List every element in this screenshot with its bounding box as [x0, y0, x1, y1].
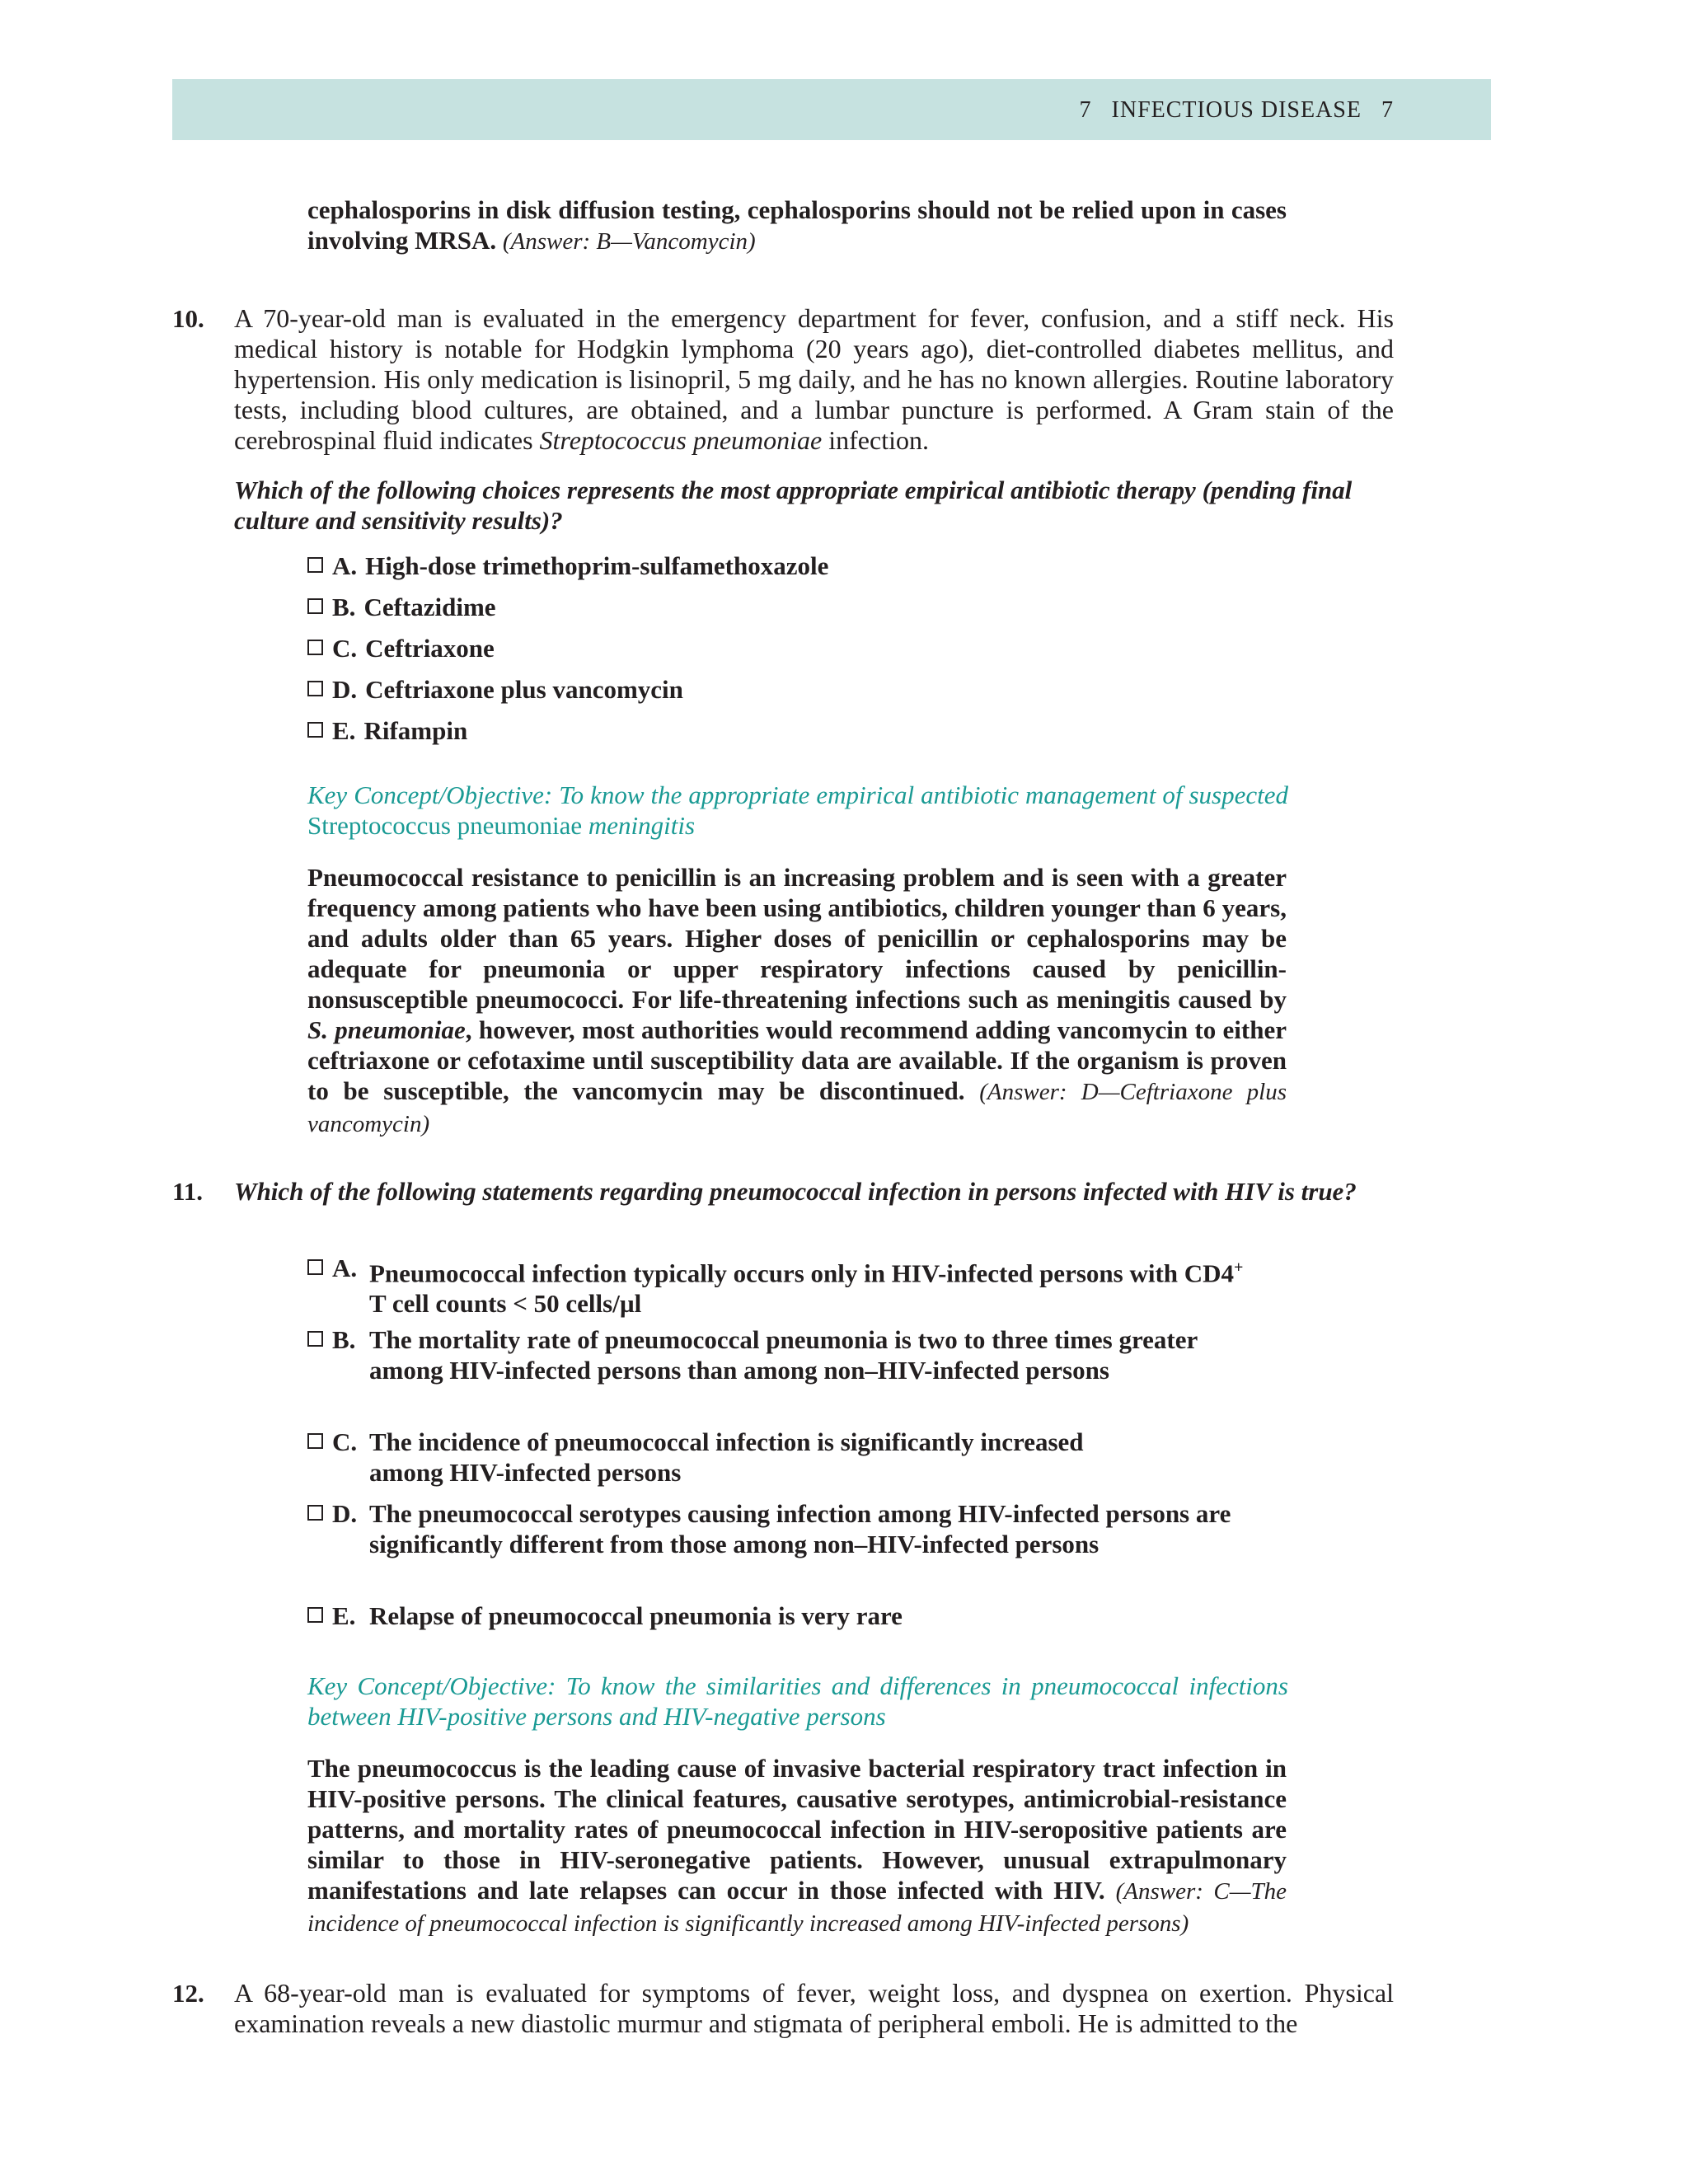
page-number: 7 — [1381, 97, 1394, 123]
option-letter: D. — [332, 1499, 358, 1528]
q10-option-e[interactable] — [307, 715, 1255, 746]
checkbox-icon[interactable] — [307, 1433, 323, 1449]
option-letter: D. — [332, 675, 358, 704]
q10-option-c[interactable] — [307, 633, 1255, 663]
q11-explanation-text: The pneumococcus is the leading cause of invasive bacterial respiratory tract infection in HIV-positive persons. The clinical features, causative serotypes, antimicrobial-resistance patterns, and mortality rates of pneumococcal infection in HIV-seropositive patients are similar to those in HIV-seronegative patients. However, unusual extrapulmonary manifestations and late relapses can occur in those infected with HIV. — [307, 1754, 1287, 1905]
option-letter: B. — [332, 1325, 356, 1354]
q10-number: 10. — [172, 304, 204, 333]
chapter-title: INFECTIOUS DISEASE — [1111, 97, 1362, 123]
option-letter: C. — [332, 1427, 358, 1456]
option-letter: A. — [332, 551, 358, 580]
checkbox-icon[interactable] — [307, 640, 323, 655]
q11-option-e[interactable] — [307, 1601, 1255, 1631]
option-letter: E. — [332, 716, 356, 745]
option-text: High-dose trimethoprim-sulfamethoxazole — [365, 551, 829, 580]
checkbox-icon[interactable] — [307, 557, 323, 573]
q12-stem: A 68-year-old man is evaluated for symptoms of fever, weight loss, and dyspnea on exertion. Physical examination reveals a new diastolic murmur and stigmata of peripheral emboli. He is admitted to the — [234, 1978, 1394, 2038]
option-text: Relapse of pneumococcal pneumonia is very rare — [369, 1601, 903, 1630]
q11-number: 11. — [172, 1177, 204, 1206]
q10-concept-organism: Streptococcus pneumoniae — [307, 811, 583, 840]
q12-number: 12. — [172, 1979, 204, 2008]
option-text: The incidence of pneumococcal infection is significantly increased among HIV-infected persons — [369, 1427, 1084, 1487]
q11-explanation — [307, 1753, 1287, 1939]
running-header-text — [1080, 97, 1394, 124]
checkbox-icon[interactable] — [307, 722, 323, 738]
checkbox-icon[interactable] — [307, 1259, 323, 1275]
q10-option-b[interactable] — [307, 592, 1255, 622]
q11-key-concept: Key Concept/Objective: To know the similarities and differences in pneumococcal infections between HIV-positive persons and HIV-negative persons — [307, 1671, 1288, 1731]
q10-concept-text: Key Concept/Objective: To know the appropriate empirical antibiotic management of suspected — [307, 780, 1288, 809]
q11-option-b[interactable] — [307, 1324, 1255, 1385]
q10-option-d[interactable] — [307, 674, 1255, 705]
q10-stem-organism: Streptococcus pneumoniae — [539, 425, 823, 455]
checkbox-icon[interactable] — [307, 598, 323, 614]
option-letter: B. — [332, 593, 356, 621]
q10-stem-text-end: infection. — [822, 425, 929, 455]
q10-key-concept — [307, 780, 1288, 841]
q11-option-d[interactable] — [307, 1498, 1255, 1559]
option-text: Ceftriaxone — [365, 634, 495, 663]
q10-answer: (Answer: D—Ceftriaxone plus vancomycin) — [307, 1079, 1287, 1137]
q9-explanation-text: cephalosporins in disk diffusion testing, cephalosporins should not be relied upon in cases involving MRSA. — [307, 195, 1287, 255]
q11-option-a[interactable] — [307, 1253, 1255, 1319]
q10-question: Which of the following choices represents the most appropriate empirical antibiotic therapy (pending final culture and sensitivity results)? — [234, 476, 1353, 535]
option-letter: E. — [332, 1601, 356, 1630]
q10-stem — [234, 303, 1394, 456]
checkbox-icon[interactable] — [307, 1505, 323, 1521]
q9-explanation-continued — [307, 194, 1287, 257]
option-text: Ceftriaxone plus vancomycin — [365, 675, 683, 704]
option-letter: C. — [332, 634, 358, 663]
option-text-part: Pneumococcal infection typically occurs only in HIV-infected persons with CD4 — [369, 1258, 1235, 1288]
q10-option-a[interactable] — [307, 551, 1255, 581]
option-text: Rifampin — [363, 716, 468, 745]
q10-concept-text-end: meningitis — [582, 811, 696, 840]
q10-explanation-organism: S. pneumoniae — [307, 1015, 466, 1044]
option-text: The mortality rate of pneumococcal pneumonia is two to three times greater among HIV-infected persons than among non–HIV-infected persons — [369, 1325, 1198, 1385]
q11-question: Which of the following statements regarding pneumococcal infection in persons infected with HIV is true? — [234, 1177, 1357, 1206]
option-letter: A. — [332, 1254, 358, 1282]
running-header — [172, 79, 1491, 140]
q10-explanation-text: Pneumococcal resistance to penicillin is an increasing problem and is seen with a greater frequency among patients who have been using antibiotics, children younger than 6 years, and adults older than 65 years. Higher doses of penicillin or cephalosporins may be adequate for pneumonia or upper respiratory infections caused by penicillin-nonsusceptible pneumococci. For life-threatening infections such as meningitis caused by — [307, 863, 1287, 1014]
chapter-number: 7 — [1079, 97, 1092, 123]
q10-explanation — [307, 862, 1287, 1140]
option-text-part: T cell counts < 50 cells/µl — [369, 1289, 642, 1319]
checkbox-icon[interactable] — [307, 1331, 323, 1347]
q10-explanation-text-end: , however, most authorities would recommend adding vancomycin to either ceftriaxone or cefotaxime until susceptibility data are available. If the organism is proven to be susceptible, the vancomycin may be discontinued. — [307, 1015, 1287, 1105]
q10-stem-text: A 70-year-old man is evaluated in the emergency department for fever, confusion, and a stiff neck. His medical history is notable for Hodgkin lymphoma (20 years ago), diet-controlled diabetes mellitus, and hypertension. His only medication is lisinopril, 5 mg daily, and he has no known allergies. Routine laboratory tests, including blood cultures, are obtained, and a lumbar puncture is performed. A Gram stain of the cerebrospinal fluid indicates — [234, 303, 1394, 455]
q9-answer: (Answer: B—Vancomycin) — [502, 228, 756, 255]
q11-option-c[interactable] — [307, 1427, 1255, 1488]
q11-answer: (Answer: C—The incidence of pneumococcal infection is significantly increased among HIV-infected persons) — [307, 1878, 1287, 1937]
checkbox-icon[interactable] — [307, 1607, 323, 1623]
option-text: Ceftazidime — [363, 593, 496, 621]
checkbox-icon[interactable] — [307, 681, 323, 696]
option-text: The pneumococcal serotypes causing infection among HIV-infected persons are significantly different from those among non–HIV-infected persons — [369, 1499, 1231, 1558]
superscript: + — [1234, 1258, 1244, 1277]
option-text — [369, 1253, 1255, 1319]
